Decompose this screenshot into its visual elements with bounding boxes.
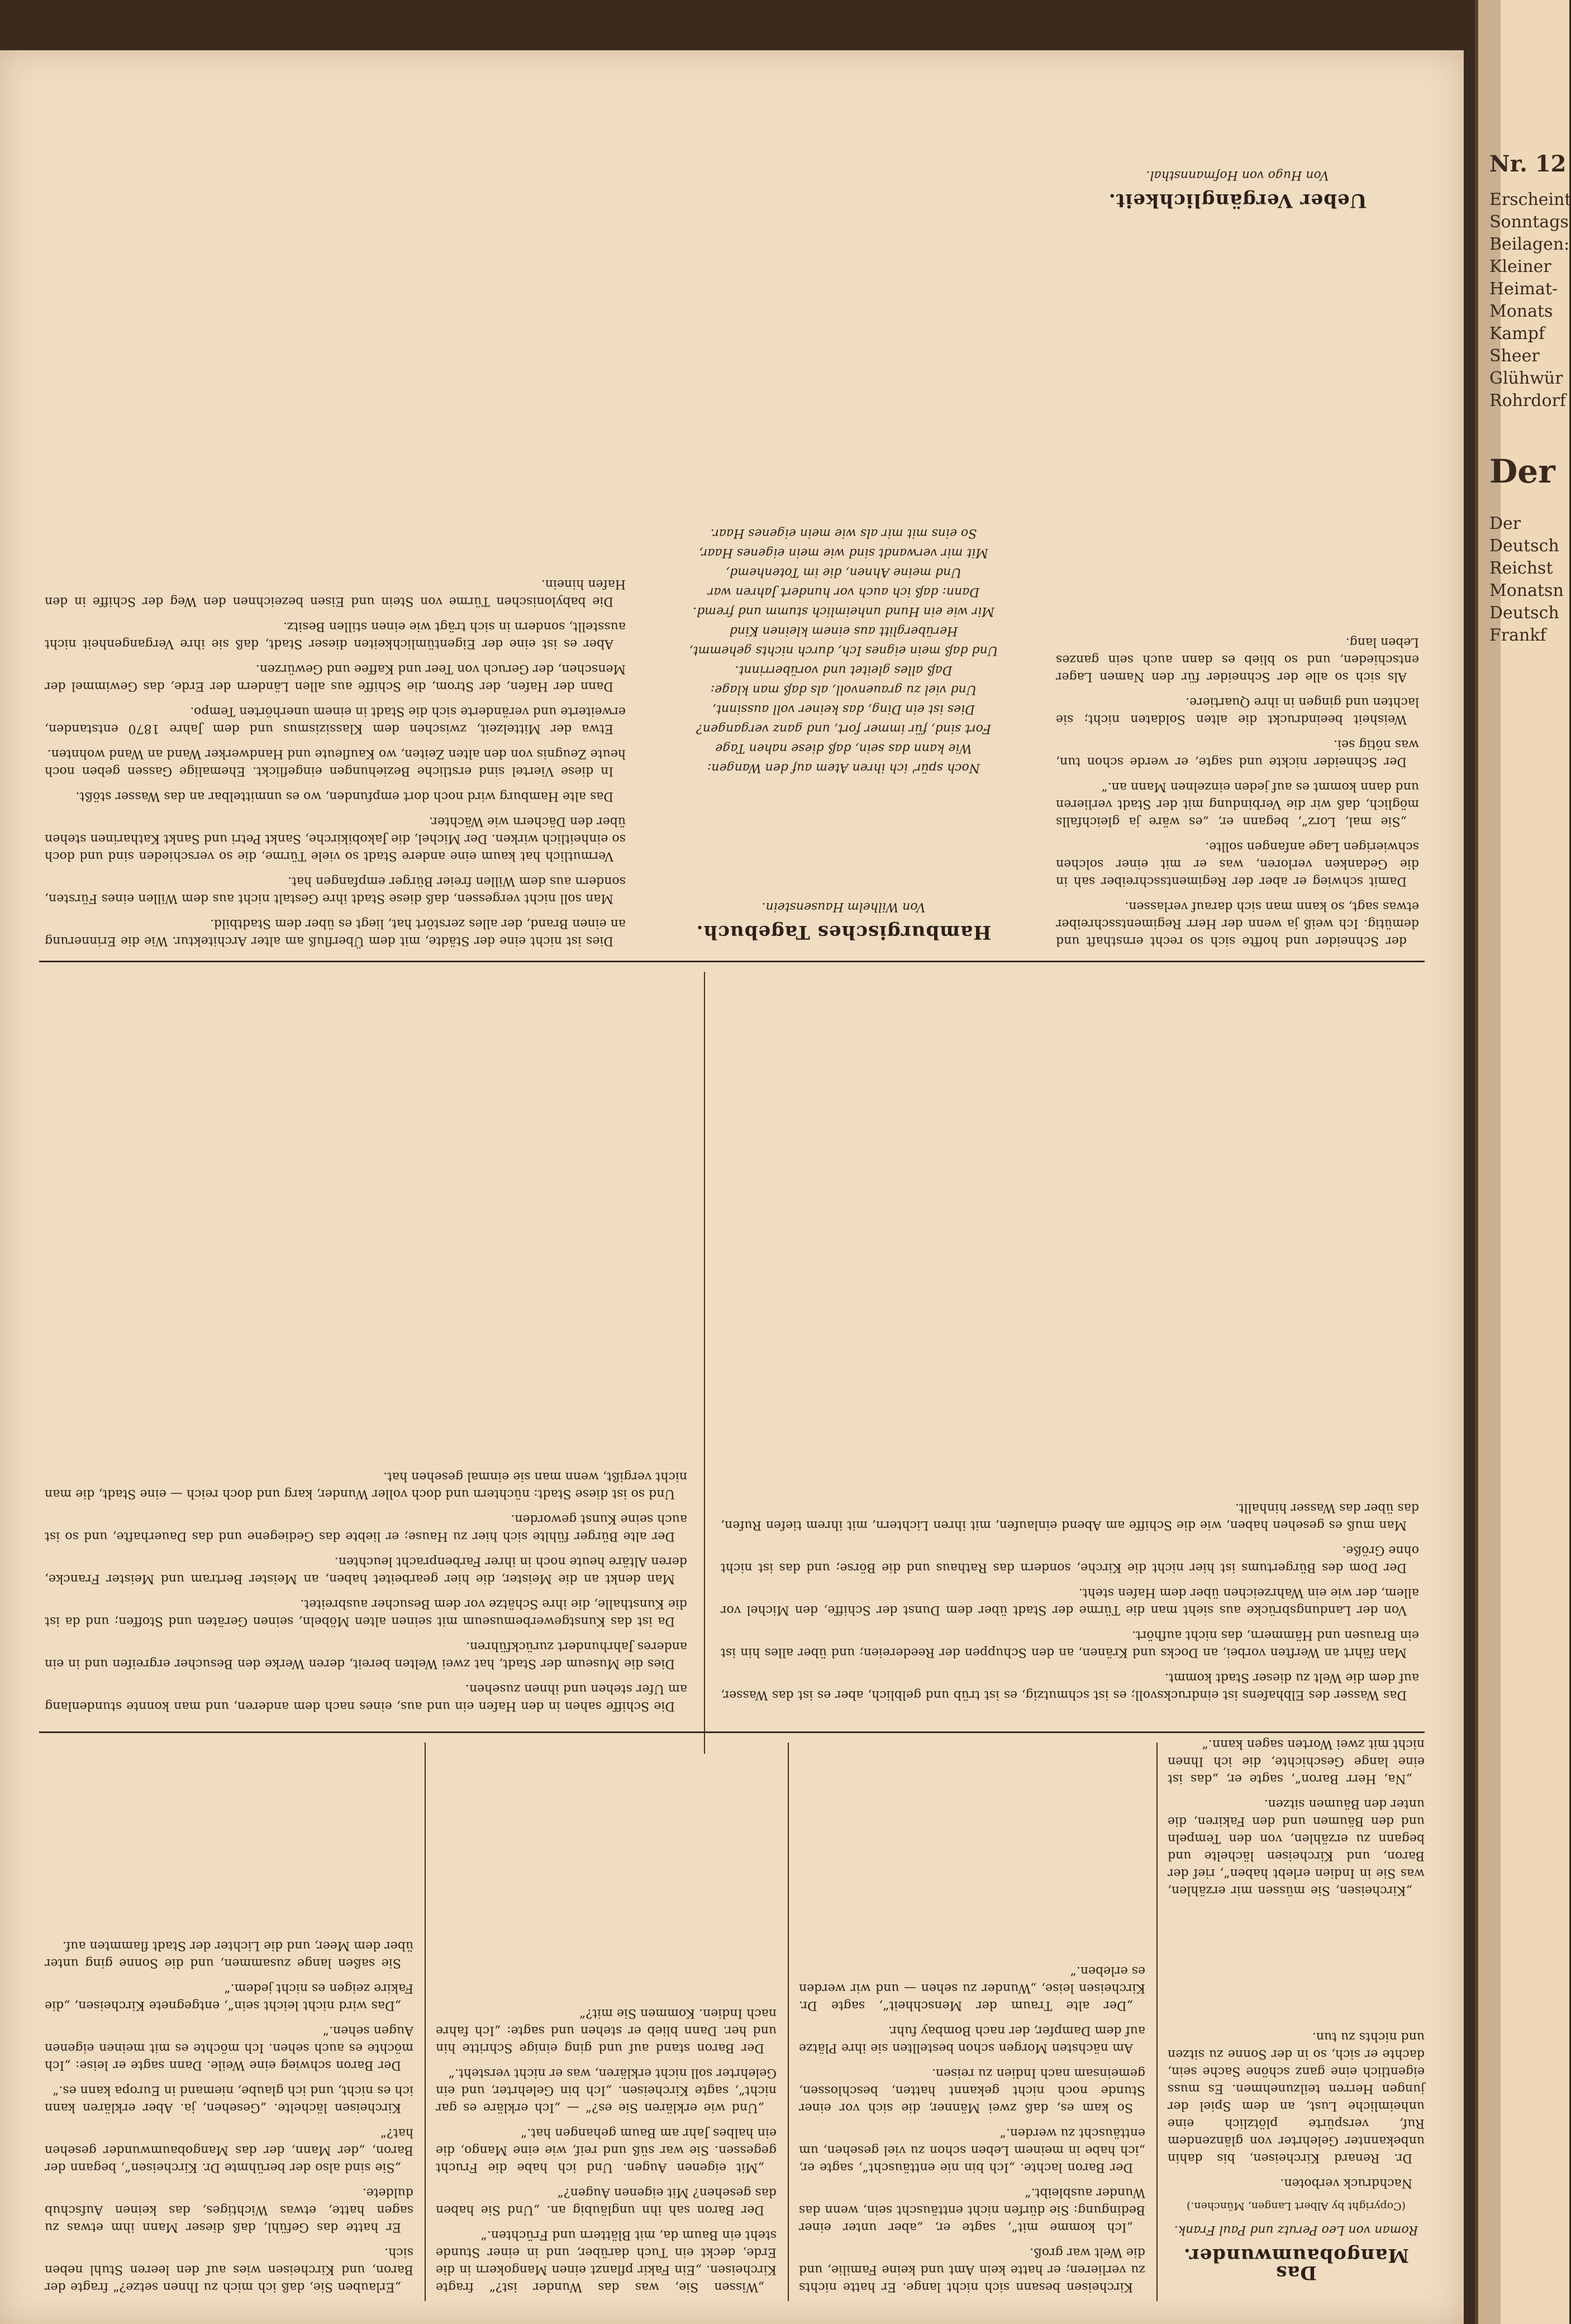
verse-line: Herüberglitt aus einem kleinen Kind [729, 624, 958, 638]
column-divider [1156, 1743, 1158, 2301]
page-fragment: Beilagen: [1489, 235, 1570, 254]
page-fragment: Rohrdorf [1489, 391, 1567, 411]
paragraph: Der Baron stand auf und ging einige Schritte hin und her. Dann blieb er stehen und sagte: „Ich fahre nach Indien. Kommen Sie mit?“ [436, 2006, 777, 2055]
page-fragment: Monatsn [1489, 581, 1564, 600]
paragraph: Kircheisen besann sich nicht lange. Er hatte nichts zu verlieren; er hatte kein Amt und keine Familie, und die Welt war groß. [799, 2245, 1145, 2294]
poem-verses [654, 218, 1034, 776]
paragraph: Aber es ist eine der Eigentümlichkeiten dieser Stadt, daß sie ihre Vergangenheit nicht ausstellt, sondern in sich trägt wie einen stillen Besitz. [45, 619, 626, 651]
paragraph: „Na, Herr Baron“, sagte er, „das ist eine lange Geschichte, die ich Ihnen nicht mit zwei Worten sagen kann.“ [1168, 1737, 1425, 1786]
paragraph: Man soll nicht vergessen, daß diese Stadt ihre Gestalt nicht aus dem Willen eines Fürsten, sondern aus dem Willen freier Bürger empfangen hat. [45, 874, 626, 905]
hamburg-diary-body [45, 218, 626, 949]
paragraph: Der Baron schwieg eine Weile. Dann sagte er leise: „Ich möchte es auch sehen. Ich möchte es mit meinen eigenen Augen sehen.“ [45, 2024, 413, 2072]
serial-continuation [1056, 218, 1419, 949]
serial-column-1 [1168, 1737, 1425, 1899]
column-divider [788, 1743, 789, 2301]
paragraph: Am nächsten Morgen schon bestellten sie ihre Plätze auf dem Dampfer, der nach Bombay fuhr. [799, 2024, 1145, 2055]
verse-line: Dann: daß ich auch vor hundert Jahren war [707, 585, 980, 599]
page-fragment: Sheer [1489, 346, 1540, 366]
paragraph: Damit schwieg er aber der Regimentsschreiber sah in die Gedanken verloren, was er mit einer solchen schwierigen Lage anfangen sollte. [1056, 839, 1419, 888]
column-divider [704, 972, 705, 1754]
paragraph: Als sich so alle der Schneider für den Namen Lager entschieden, und so blieb es dann auch sein ganzes Leben lang. [1056, 635, 1419, 684]
adjacent-page [1475, 0, 1569, 2324]
page-fragment: Der [1489, 514, 1521, 533]
hamburg-diary-heading [654, 788, 1034, 944]
paragraph: Man muß es gesehen haben, wie die Schiffe am Abend einlaufen, mit ihren Lichtern, mit ihrem tiefen Rufen, das über das Wasser hinhallt. [721, 1501, 1419, 1532]
paragraph: der Schneider und hoffte sich so recht ernsthaft und demütig. Ich weiß ja wenn der Herr Regimentsschreiber etwas sagt, so kann man sich darauf verlassen. [1056, 899, 1419, 948]
verse-line: Daß alles gleitet und vorüberrinnt. [735, 663, 953, 677]
page-fragment: Glühwür [1489, 369, 1563, 388]
paragraph: Weisheit beeindruckt die alten Soldaten nicht; sie lachten und gingen in ihre Quartiere. [1056, 695, 1419, 726]
museum-text [45, 977, 687, 1715]
paragraph: Der Dom des Bürgertums ist hier nicht die Kirche, sondern das Rathaus und die Börse; und das ist nicht ohne Größe. [721, 1543, 1419, 1574]
paragraph: „Wissen Sie, was das Wunder ist?“ fragte Kircheisen. „Ein Fakir pflanzt einen Mangokern in die Erde, deckt ein Tuch darüber, und in einer Stunde steht ein Baum da, mit Blättern und Früchten.“ [436, 2228, 777, 2294]
paragraph: Und so ist diese Stadt: nüchtern und doch voller Wunder, karg und doch reich — eine Stadt, die man nicht vergißt, wenn man sie einmal gesehen hat. [45, 1469, 687, 1501]
paragraph: Die Schiffe sahen in den Hafen ein und aus, eines nach dem anderen, und man konnte stundenlang am Ufer stehen und ihnen zusehen. [45, 1682, 687, 1713]
paragraph: In diese Viertel sind erstliche Beziehungen eingeflickt. Ehemalige Gassen geben noch heute Zeugnis von den alten Zeiten, wo Kaufleute und Handwerker Wand an Wand wohnten. [45, 747, 626, 778]
paragraph: Dies die Museum der Stadt, hat zwei Welten bereit, deren Werke den Besucher ergreifen und in ein anderes Jahrhundert zurückführen. [45, 1639, 687, 1671]
column-divider [425, 1743, 426, 2301]
diary-title: Hamburgisches Tagebuch. [696, 921, 992, 943]
serial-column-3 [436, 1748, 777, 2296]
paragraph: Kircheisen lächelte. „Gesehen, ja. Aber erklären kann ich es nicht, und ich glaube, niemand in Europa kann es.“ [45, 2083, 413, 2115]
verse-line: Mit mir verwandt sind wie mein eigenes Haar, [699, 546, 988, 560]
paragraph: „Sie sind also der berühmte Dr. Kircheisen“, begann der Baron, „der Mann, der das Mangobaumwunder gesehen hat?“ [45, 2126, 413, 2174]
paragraph: Er hatte das Gefühl, daß dieser Mann ihm etwas zu sagen hatte, etwas Wichtiges, das keinen Aufschub duldete. [45, 2185, 413, 2234]
paragraph: „Mit eigenen Augen. Und ich habe die Frucht gegessen. Sie war süß und reif, wie eine Mango, die ein halbes Jahr am Baum gehangen hat.“ [436, 2126, 777, 2174]
section-divider [39, 961, 1425, 962]
page-fragment: Frankf [1489, 626, 1546, 645]
page-headline: Der [1489, 452, 1555, 490]
poem-title: Ueber Vergänglichkeit. [1108, 189, 1367, 212]
page-fragment: Deutsch [1489, 603, 1559, 623]
serial-divider [39, 1731, 1425, 1733]
serial-copyright: (Copyright by Albert Langen, München.) [1186, 2200, 1406, 2212]
serial-authors: Roman von Leo Perutz und Paul Frank. [1174, 2223, 1418, 2237]
verse-line: Fort sind, für immer fort, und ganz vergangen? [696, 722, 991, 736]
serial-column-2 [799, 1748, 1145, 2296]
paragraph: „Ich komme mit“, sagte er, „aber unter einer Bedingung: Sie dürfen nicht enttäuscht sein, wenn das Wunder ausbleibt.“ [799, 2185, 1145, 2234]
verse-line: Und meine Ahnen, die im Totenhemd, [726, 565, 961, 579]
paragraph: „Erlauben Sie, daß ich mich zu Ihnen setze?“ fragte der Baron, und Kircheisen wies auf den leeren Stuhl neben sich. [45, 2245, 413, 2294]
paragraph: Das alte Hamburg wird noch dort empfunden, wo es unmittelbar an das Wasser stößt. [75, 789, 613, 803]
page-fragment: Sonntags [1489, 212, 1569, 232]
paragraph: „Und wie erklären Sie es?“ — „Ich erkläre es gar nicht“, sagte Kircheisen. „Ich bin Gelehrter, und ein Gelehrter soll nicht erklären, was er nicht versteht.“ [436, 2066, 777, 2115]
verse-line: Wie kann das sein, daß diese nahen Tage [715, 741, 972, 755]
paragraph: Vermutlich hat kaum eine andere Stadt so viele Türme, die so verschieden sind und doch so einheitlich wirken. Der Michel, die Jakobikirche, Sankt Petri und Sankt Katharinen stehen über den Dächern wie Wächter. [45, 814, 626, 863]
paragraph: Das Wasser des Elbhafens ist eindrucksvoll; es ist schmutzig, es ist trüb und gelblich, aber es ist das Wasser, auf dem die Welt zu dieser Stadt kommt. [721, 1671, 1419, 1702]
page-fragment: Monats [1489, 302, 1553, 321]
paragraph: Dr. Renard Kircheisen, bis dahin unbekannter Gelehrter von glänzendem Ruf, verspürte plötzlich eine unheimliche Lust, an dem Spiel der jungen Herren teilzunehmen. Es muss eigentlich eine ganz schöne Sache sein, dachte er sich, so in der Sonne zu sitzen und nichts zu tun. [1168, 2030, 1425, 2165]
verse-line: Und daß mein eignes Ich, durch nichts gehemmt, [689, 643, 998, 657]
paragraph: Der Baron lachte. „Ich bin nie enttäuscht“, sagte er, „ich habe in meinem Leben schon zu viel gesehen, um enttäuscht zu werden.“ [799, 2126, 1145, 2174]
diary-author: Von Wilhelm Hausenstein. [761, 900, 926, 914]
serial-title: Das Mangobaumwunder. [1183, 2244, 1410, 2284]
page-fragment: Kleiner [1489, 257, 1551, 276]
paragraph: „Der alte Traum der Menschheit“, sagte Dr. Kircheisen leise, „Wunder zu sehen — und wir werden es erleben.“ [799, 1964, 1145, 2012]
serial-heading [1168, 1905, 1425, 2284]
paragraph: „Das wird nicht leicht sein“, entgegnete Kircheisen, „die Fakire zeigen es nicht jedem.“ [45, 1981, 413, 2012]
issue-number: Nr. 12 [1489, 151, 1567, 177]
serial-column-4 [45, 1748, 413, 2296]
paragraph: Nachdruck verboten. [1280, 2176, 1412, 2190]
poem-article [1056, 123, 1419, 212]
paragraph: „Kircheisen, Sie müssen mir erzählen, was Sie in Indien erlebt haben“, rief der Baron, und Kircheisen lächelte und begann zu erzählen, von den Tempeln und den Bäumen und den Fakiren, die unter den Bäumen sitzen. [1168, 1797, 1425, 1897]
paragraph: Von der Landungsbrücke aus sieht man die Türme der Stadt über dem Dunst der Schiffe, den Michel vor allem, der wie ein Wahrzeichen über dem Hafen steht. [721, 1586, 1419, 1617]
page-fragment: Kampf [1489, 324, 1545, 343]
paragraph: Der Baron sah ihn ungläubig an. „Und Sie haben das gesehen? Mit eigenen Augen?“ [436, 2185, 777, 2217]
paragraph: Der Schneider nickte und sagte, er werde schon tun, was nötig sei. [1056, 737, 1419, 769]
harbor-text [721, 977, 1419, 1703]
paragraph: Man fährt an Werften vorbei, an Docks und Kränen, an den Schuppen der Reedereien; und über alles hin ist ein Brausen und Hämmern, das nicht aufhört. [721, 1628, 1419, 1659]
page-fragment: Deutsch [1489, 536, 1559, 556]
verse-line: So eins mit mir als wie mein eigenes Haar. [710, 526, 977, 540]
paragraph: Der alte Bürger fühlte sich hier zu Hause; er liebte das Gediegene und das Dauerhafte, und so ist auch seine Kunst geworden. [45, 1512, 687, 1543]
paragraph: Etwa der Mittelzeit, zwischen dem Klassizismus und dem Jahre 1870 entstanden, erweiterte und veränderte sich die Stadt in einem unerhörten Tempo. [45, 704, 626, 736]
paragraph: So kam es, daß zwei Männer, die sich vor einer Stunde noch nicht gekannt hatten, beschlossen, gemeinsam nach Indien zu reisen. [799, 2066, 1145, 2115]
paragraph: Da ist das Kunstgewerbemuseum mit seinen alten Möbeln, seinen Geräten und Stoffen; und da ist die Kunsthalle, die ihre Schätze vor dem Besucher ausbreitet. [45, 1597, 687, 1628]
page-fragment: Erscheint [1489, 190, 1571, 209]
verse-line: Und viel zu grauenvoll, als daß man klage: [710, 683, 977, 696]
verse-line: Dies ist ein Ding, das keiner voll aussinnt, [712, 702, 975, 716]
newspaper-page [0, 50, 1464, 2324]
paragraph: Dies ist nicht eine der Städte, mit dem Überfluß am alter Architektur. Wie die Erinnerung an einen Brand, der alles zerstört hat, liegt es über dem Stadtbild. [45, 917, 626, 948]
page-fragment: Heimat- [1489, 279, 1558, 299]
poem-author: Von Hugo von Hofmannsthal. [1146, 168, 1329, 182]
verse-line: Noch spür' ich ihren Atem auf den Wangen: [707, 761, 980, 775]
verse-line: Mir wie ein Hund unheimlich stumm und fremd. [693, 604, 994, 618]
paragraph: Sie saßen lange zusammen, und die Sonne ging unter über dem Meer, und die Lichter der Stadt flammten auf. [45, 1939, 413, 1970]
paragraph: Dann der Hafen, der Strom, die Schiffe aus allen Ländern der Erde, das Gewimmel der Menschen, der Geruch von Teer und Kaffee und Gewürzen. [45, 662, 626, 693]
paragraph: Die babylonischen Türme von Stein und Eisen bezeichnen den Weg der Schiffe in den Hafen hinein. [45, 577, 626, 608]
page-fragment: Reichst [1489, 559, 1553, 578]
paragraph: Man denkt an die Meister, die hier gearbeitet haben, an Meister Bertram und Meister Francke, deren Altäre heute noch in ihrer Farbenpracht leuchten. [45, 1554, 687, 1586]
paragraph: „Sie mal, Lorz“, begann er, „es wäre ja gleichfalls möglich, daß wir die Verbindung mit der Stadt verlieren und dann kommt es auf jeden einzelnen Mann an.“ [1056, 780, 1419, 828]
